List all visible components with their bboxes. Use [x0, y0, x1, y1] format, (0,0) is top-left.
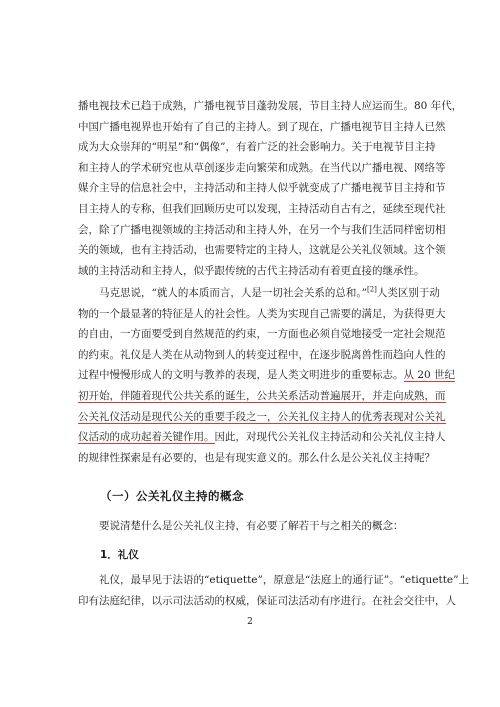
text-line — [78, 283, 440, 304]
text-line: 和主持人的学术研究也从草创逐步走向繁荣和成熟。在当代以广播电视、网络等 — [78, 161, 446, 174]
highlighted-text: 从 20 世纪 — [403, 369, 456, 382]
text-line: 印有法庭纪律，以示司法活动的权威，保证司法活动有序进行。在社会交往中，人 — [78, 594, 456, 607]
paragraph-tv-hosts — [78, 96, 463, 281]
page-number: 2 — [247, 617, 253, 627]
text-line — [78, 427, 446, 448]
text-line — [78, 365, 456, 386]
text-segment: 人类区别于动 — [376, 287, 440, 299]
section-heading: （一）公关礼仪主持的概念 — [100, 489, 244, 503]
text-line: 目主持人的专称，但我们回顾历史可以发现，主持活动自古有之，延续至现代社 — [78, 202, 446, 215]
text-line: 会，除了广播电视领域的主持活动和主持人外，在另一个与我们生活同样密切相 — [78, 223, 446, 236]
text-line: 成为大众崇拜的“明星”和“偶像”，有着广泛的社会影响力。关于电视节目主持 — [78, 141, 436, 154]
highlighted-text: 公关礼仪活动是现代公关的重要手段之一，公关礼仪主持人的优秀表现对公关礼 — [78, 410, 446, 423]
text-line: 的规律性探索是有必要的，也是有现实意义的。那么什么是公关礼仪主持呢？ — [78, 451, 435, 464]
text-line: 中国广播电视界也开始有了自己的主持人。到了现在，广播电视节目主持人已然 — [78, 120, 446, 133]
text-line: 物的一个最显著的特征是人的社会性。人类为实现自己需要的满足，为获得更大 — [78, 307, 446, 320]
paragraph-etiquette — [78, 570, 469, 611]
text-line: 关的领域，也有主持活动，也需要特定的主持人，这就是公关礼仪领域。这个领 — [78, 244, 446, 257]
text-segment: 因此，对现代公关礼仪主持活动和公关礼仪主持人 — [214, 431, 446, 444]
text-line: 域的主持活动和主持人，似乎跟传统的古代主持活动有着更直接的继承性。 — [78, 264, 425, 277]
text-line: 的自由，一方面要受到自然规范的约束，一方面也必须自觉地接受一定社会规范 — [78, 328, 446, 341]
paragraph-marx-quote — [78, 283, 456, 468]
text-segment: 过程中慢慢形成人的文明与教养的表现，是人类文明进步的重要标志。 — [78, 369, 404, 382]
text-line: 的约束。礼仪是人类在从动物到人的转变过程中，在逐步脱离兽性而趋向人性的 — [78, 348, 446, 361]
text-line: 礼仪，最早见于法语的“etiquette”，原意是“法庭上的通行证”。“etiquette”上 — [99, 574, 469, 586]
text-line: 媒介主导的信息社会中，主持活动和主持人似乎就变成了广播电视节目主持和节 — [78, 182, 446, 195]
subsection-heading: 1．礼仪 — [100, 549, 139, 561]
text-line — [78, 407, 446, 428]
highlighted-text: 初开始，伴随着现代公共关系的诞生，公共关系活动普遍展开，并走向成熟，而 — [78, 389, 446, 402]
quote-text: 马克思说，“就人的本质而言，人是一切社会关系的总和。” — [99, 287, 367, 299]
highlighted-text: 仪活动的成功起着关键作用。 — [78, 431, 215, 444]
paragraph-intro — [78, 516, 428, 537]
text-line — [78, 386, 446, 407]
citation-marker: [2] — [367, 285, 377, 294]
text-line: 要说清楚什么是公关礼仪主持，有必要了解若干与之相关的概念： — [99, 520, 404, 532]
text-line: 播电视技术已趋于成熟，广播电视节目蓬勃发展，节目主持人应运而生。80 年代， — [78, 100, 463, 112]
